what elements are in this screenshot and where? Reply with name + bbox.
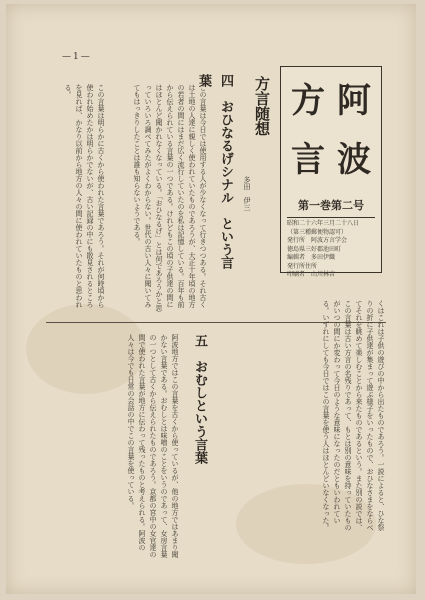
lower-article-text: 阿波地方ではこの言葉を古くから使っているが、他の地方ではあまり聞かない言葉である。おむしとは味噌のことをいうのであって、女房言葉の一つとして古くから伝えられたものであろう。京都の宮中の女官達の間で使われた言葉が地方に伝わって残ったものと考えられる。阿波の人々は今でも日常の会話の中でこの言葉を使っている。 — [127, 334, 179, 558]
article-body: この言葉は今日では使用する人が少なくなって行きつつある。それ古くは土地の人達に親しく使われていたものであろうが、大正十年頃の地方の若者の間にはまだ広く流行していたのを私は記憶している。百年も前から伝えられている言葉の一つである。けれどもこの頃の子供達の間にはほとんど聞かれなくなっている。「おひなるげ」とは何であろうかと思っていろいろ調べてみたがよくわからない。世代の古い人々に聞いてみてもはっきりしたことは誰も知らないようである。 — [133, 84, 207, 312]
section-title: 方言随想 — [253, 76, 271, 136]
title-char: 波 — [337, 140, 371, 180]
article-title: 四 おひなるげシナル という言葉 — [196, 74, 233, 269]
author-name: 多田 伊三 — [243, 176, 251, 211]
masthead-title — [285, 73, 377, 191]
title-char: 阿 — [337, 81, 371, 121]
left-column-body: この言葉は明らかに古くから使われた言葉であろう。それが何時頃から使われ始めたかは明らかでないが、古い記録の中にも散見されるところを見れば、かなり以前から地方の人々の間に使われていたものと思われる。 — [64, 84, 105, 308]
volume-number: 第一巻第二号 — [287, 197, 375, 218]
publication-info: 昭和二十六年三月二十八日 （第三種郵便物認可） 発行所 阿波方言学会 徳島県三好郡池田町 編輯者 多田伊織 発行所住所 印刷者 山川林吉 — [287, 220, 360, 278]
page-number: —1— — [62, 52, 92, 62]
lower-article-title: 五 おむしという言葉 — [192, 334, 207, 464]
title-char: 方 — [291, 81, 325, 121]
lower-article-body: くはこれは子供の遊びの中から出たものであろう。一説によると、ひな祭りの折に子供達が集まって遊ぶ様子をいったもので、おひなさまをならべてそれを眺めて楽しむことから来たものであるという。また別の説では、この言葉は古い方言の名残りであって、もとは別の意味を持っていたものがいつの間にか変わって今日のような意味になったのだともいわれている。いずれにしても今日ではこの言葉を使う人はほとんどいなくなった。 — [322, 300, 385, 531]
title-char: 言 — [291, 140, 325, 180]
newsletter-page — [6, 4, 416, 594]
masthead — [280, 66, 382, 278]
